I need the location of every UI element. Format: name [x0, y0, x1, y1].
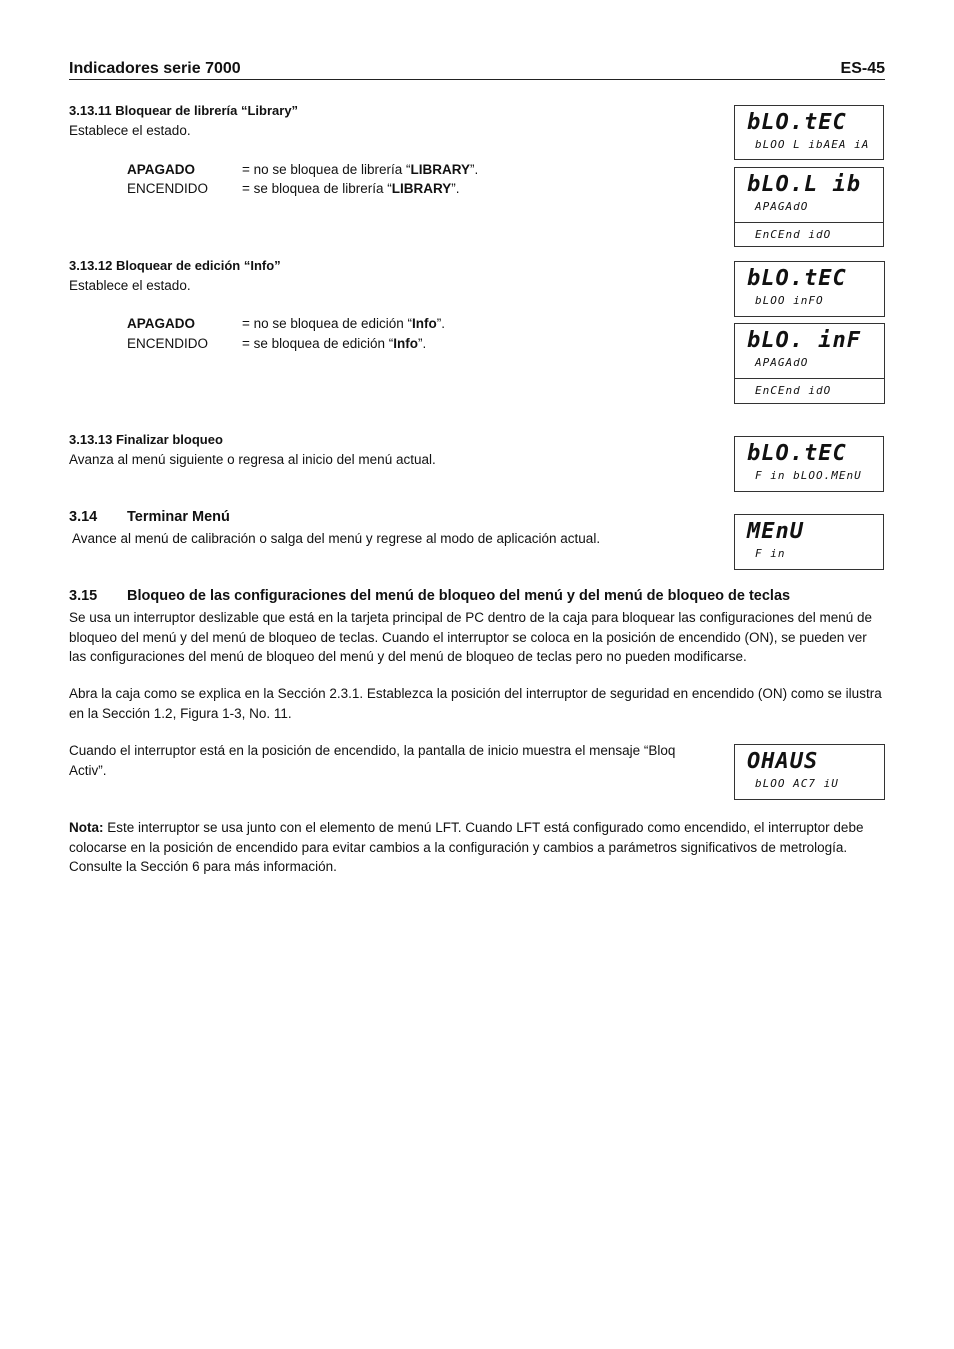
- option-key: APAGADO: [127, 162, 196, 177]
- running-header-title: Indicadores serie 7000: [69, 60, 241, 77]
- option-key: ENCENDIDO: [127, 181, 209, 196]
- note-text: Este interruptor se usa junto con el elemento de menú LFT. Cuando LFT está configurado como encendido, el interruptor debe colocarse en la posición de encendido para evitar cambios a la configuración y cambios a parámetros significativos de metrología. Consulte la Sección 6 para más información.: [69, 820, 864, 874]
- lcd-divider: [735, 222, 883, 223]
- lcd-display-lock-keys-library: [734, 105, 884, 160]
- lcd-display-lock-keys-info: [734, 261, 885, 317]
- option-key: ENCENDIDO: [127, 336, 209, 351]
- lcd-main-text: OHAUS: [747, 749, 819, 774]
- lcd-sub-text: bLOO AC7 iU: [755, 777, 839, 790]
- note-label: Nota:: [69, 820, 104, 835]
- lcd-main-text: bLO.L ib: [747, 172, 861, 197]
- lcd-display-end-lock: [734, 436, 884, 492]
- lcd-display-lock-info: [734, 323, 885, 404]
- option-value: = no se bloquea de edición “Info”.: [242, 316, 446, 331]
- option-row-off: [127, 314, 627, 334]
- option-value: = se bloquea de edición “Info”.: [242, 336, 427, 351]
- header-rule: [69, 79, 885, 80]
- lcd-main-text: bLO.tEC: [747, 110, 847, 135]
- lcd-option-text: EnCEnd idO: [755, 228, 832, 241]
- lcd-display-lock-active: [734, 744, 885, 800]
- lcd-sub-text: F in: [755, 547, 786, 560]
- lcd-main-text: bLO.tEC: [747, 441, 847, 466]
- lcd-sub-text: F in bLOO.MEnU: [755, 469, 862, 482]
- lcd-main-text: MEnU: [747, 519, 804, 544]
- option-value: = no se bloquea de librería “LIBRARY”.: [242, 162, 479, 177]
- option-row-off: [127, 160, 627, 180]
- section-3-14-desc: Avance al menú de calibración o salga del menú y regrese al modo de aplicación actual.: [72, 531, 601, 546]
- section-3-13-12-heading: 3.13.12 Bloquear de edición “Info”: [69, 258, 281, 273]
- section-3-15-paragraph-2: Abra la caja como se explica en la Sección 2.3.1. Establezca la posición del interruptor de seguridad en encendido (ON) como se ilustra en la Sección 1.2, Figura 1-3, No. 11.: [69, 686, 882, 721]
- option-row-on: [127, 179, 627, 199]
- lcd-sub-text: bLOO L ibAEA iA: [755, 138, 870, 151]
- lcd-display-lock-library: [734, 167, 884, 247]
- section-3-13-13-desc: Avanza al menú siguiente o regresa al inicio del menú actual.: [69, 452, 436, 467]
- section-3-15-paragraph-1: Se usa un interruptor deslizable que está en la tarjeta principal de PC dentro de la caja para bloquear las configuraciones del menú de bloqueo del menú y del menú de bloqueo de teclas. Cuando el interruptor se coloca en la posición de encendido (ON), se pueden ver las configuraciones del menú de bloqueo del menú y del menú de bloqueo de teclas pero no pueden modificarse.: [69, 610, 873, 664]
- lcd-display-menu-end: [734, 514, 884, 570]
- section-3-15-paragraph-3: Cuando el interruptor está en la posición de encendido, la pantalla de inicio muestra el mensaje “Bloq Activ”.: [69, 743, 676, 778]
- lcd-sub-text: APAGAdO: [755, 200, 809, 213]
- lcd-main-text: bLO. inF: [747, 328, 861, 353]
- lcd-option-text: EnCEnd idO: [755, 384, 832, 397]
- lcd-sub-text: APAGAdO: [755, 356, 809, 369]
- section-3-13-12-desc: Establece el estado.: [69, 278, 191, 293]
- section-3-13-13-heading: 3.13.13 Finalizar bloqueo: [69, 432, 223, 447]
- lcd-divider: [735, 378, 884, 379]
- lcd-main-text: bLO.tEC: [747, 266, 847, 291]
- option-value: = se bloquea de librería “LIBRARY”.: [242, 181, 460, 196]
- note-paragraph: [69, 818, 885, 877]
- lcd-sub-text: bLOO inFO: [755, 294, 824, 307]
- option-key: APAGADO: [127, 316, 196, 331]
- section-3-14-heading: 3.14 Terminar Menú: [69, 509, 230, 525]
- page-number: ES-45: [840, 60, 885, 77]
- option-row-on: [127, 334, 627, 354]
- section-3-15-heading: 3.15 Bloqueo de las configuraciones del menú de bloqueo del menú y del menú de bloqueo de teclas: [69, 588, 791, 604]
- section-3-13-11-heading: 3.13.11 Bloquear de librería “Library”: [69, 103, 299, 118]
- section-3-13-11-desc: Establece el estado.: [69, 123, 191, 138]
